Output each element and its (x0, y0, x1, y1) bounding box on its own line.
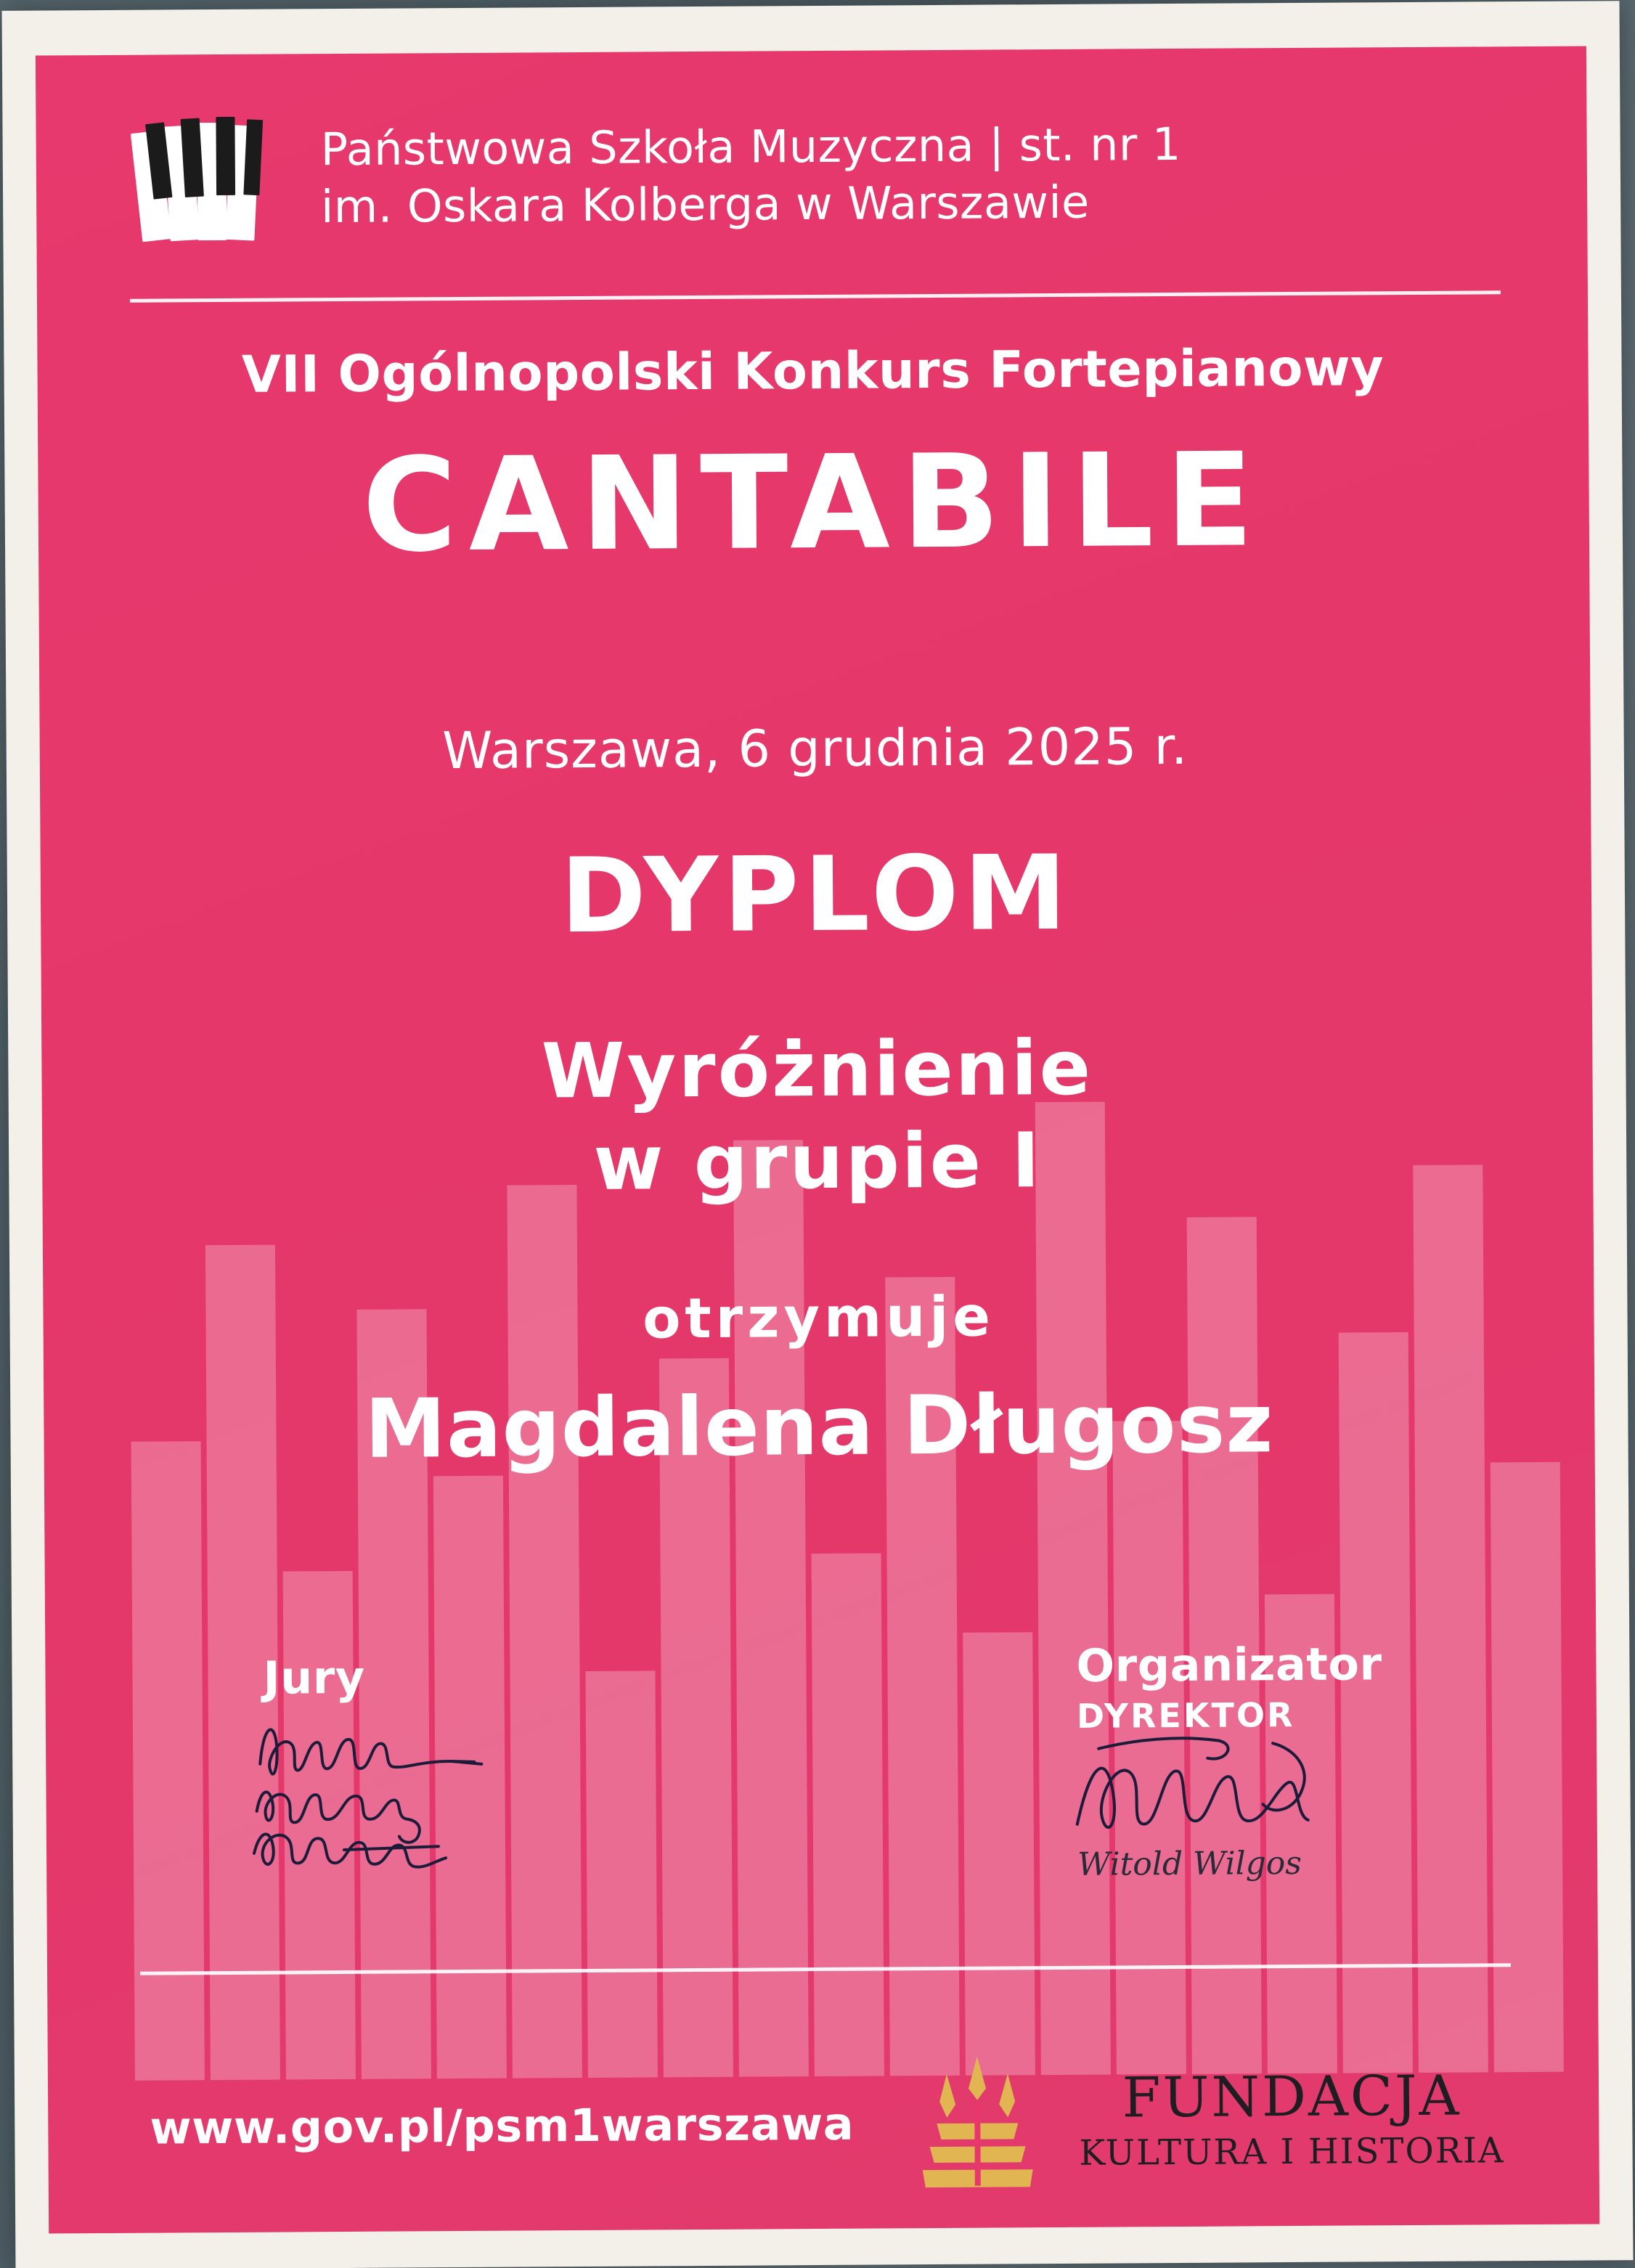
piano-bar (733, 1140, 809, 2077)
certificate-header (130, 97, 1500, 258)
certificate (36, 46, 1599, 2234)
piano-bar (131, 1441, 205, 2081)
school-name-line1: Państwowa Szkoła Muzyczna | st. nr 1 (320, 117, 1181, 176)
school-name (320, 99, 1181, 236)
laureate-name: Magdalena Długosz (364, 1376, 1274, 1477)
piano-keys-logo-icon (130, 105, 283, 258)
jury-signature-block (263, 1649, 669, 1704)
divider-bottom (140, 1963, 1511, 1975)
foundation-name: FUNDACJA (1122, 2063, 1461, 2130)
organizer-role: DYREKTOR (1076, 1694, 1295, 1736)
piano-bar (963, 1632, 1035, 2076)
paper-sheet (2, 1, 1634, 2268)
piano-bar (1035, 1102, 1111, 2076)
contest-title: VII Ogólnopolski Konkurs Fortepianowy (241, 338, 1385, 404)
jury-label: Jury (263, 1650, 365, 1705)
school-name-line2: im. Oskara Kolberga w Warszawie (320, 176, 1090, 234)
quill-crown-icon (905, 2053, 1051, 2192)
organizer-label: Organizator (1076, 1637, 1382, 1692)
foundation-logo (905, 2050, 1505, 2192)
organizer-name: Witold Wilgos (1077, 1844, 1302, 1883)
divider-top (130, 290, 1501, 303)
certificate-footer (150, 2036, 1505, 2211)
award-line-2: w grupie I (593, 1115, 1043, 1207)
piano-bar (433, 1476, 507, 2079)
contest-name: CANTABILE (362, 425, 1266, 581)
award-line-1: Wyróżnienie (541, 1023, 1093, 1116)
piano-bar (586, 1671, 658, 2078)
award-category (41, 1019, 1594, 1212)
page-title: DYPLOM (560, 833, 1072, 957)
jury-handwritten-signature (235, 1692, 686, 1913)
receives-label: otrzymuje (642, 1284, 995, 1351)
organizer-signature-block (1076, 1636, 1528, 1883)
foundation-subtitle: KULTURA I HISTORIA (1079, 2130, 1505, 2174)
place-and-date: Warszawa, 6 grudnia 2025 r. (442, 716, 1188, 781)
piano-bar (812, 1553, 884, 2076)
website-link[interactable]: www.gov.pl/psm1warszawa (150, 2097, 855, 2155)
piano-bar (283, 1571, 356, 2080)
foundation-text (1079, 2063, 1505, 2174)
